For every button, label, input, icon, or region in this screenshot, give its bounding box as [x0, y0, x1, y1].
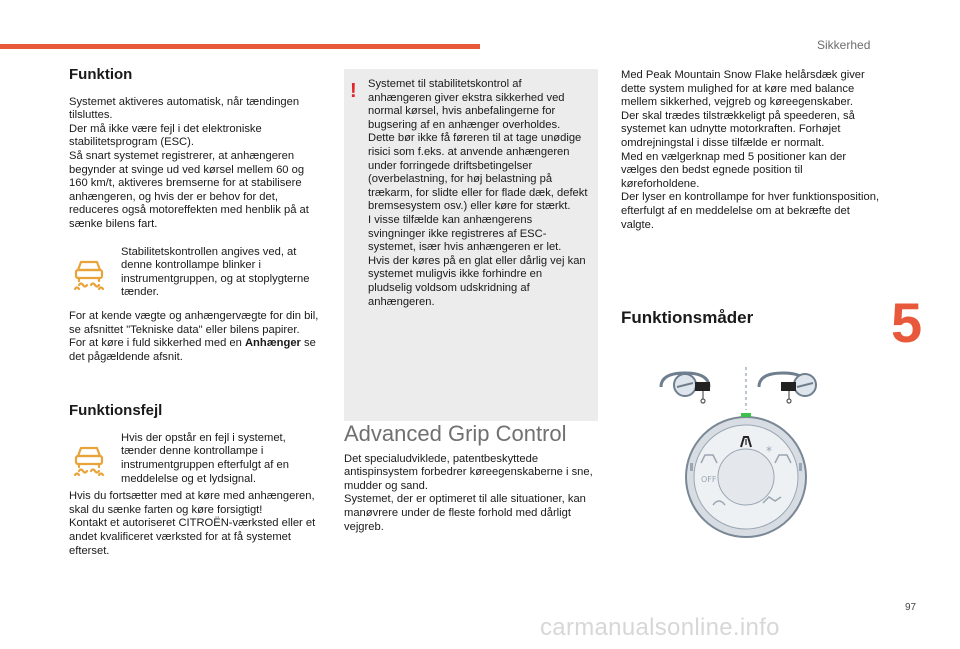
steering-wheel-icon-right	[759, 373, 816, 403]
weights-text-end: se det pågældende afsnit.	[69, 337, 316, 363]
column-2-lower	[344, 421, 594, 534]
weights-paragraph	[69, 310, 323, 364]
warning-text: Systemet til stabilitetskontrol af anhængeren giver ekstra sikkerhed ved normal kørsel, hvis anbefalingerne for bugsering af en anhænger overholdes. Dette bør ikke få føreren til at tage unødige risici som f.eks. at anvende anhængeren under forringede driftsbetingelser (overbelastning, for høj belastning på trækarm, for slidte eller for flade dæk, defekt bremsesystem osv.) eller køre for stærkt. I visse tilfælde kan anhængerens svingninger ikke registreres af ESC-systemet, især hvis anhængeren er let. Hvis der køres på en glat eller dårlig vej kan systemet muligvis ikke forhindre en pludselig voldsom udskridning af anhængeren.	[368, 78, 588, 308]
selector-dial-icon	[686, 413, 806, 537]
agc-details-paragraph: Med Peak Mountain Snow Flake helårsdæk giver dette system mulighed for at køre med balance mellem sikkerhed, vejgreb og køreegenskaber. Der skal trædes tilstrækkeligt på speederen, så systemet kan udnytte motorkraften. Forhøjet omdrejningstal i disse tilfælde er normalt. Med en vælgerknap med 5 positioner kan der vælges den bedst egnede position til køreforholdene. Der lyser en kontrollampe for hver funktionsposition, efterfulgt af en meddelelse om at bekræfte det valgte.	[621, 69, 880, 231]
section-title-agc: Advanced Grip Control	[344, 421, 567, 446]
steering-wheel-icon	[661, 373, 710, 403]
fault-paragraph: Hvis du fortsætter med at køre med anhængeren, skal du sænke farten og køre forsigtigt! Kontakt et autoriseret CITROËN-værksted eller et andet kvalificeret værksted for at få systemet efterset.	[69, 490, 316, 557]
warning-exclamation-icon: !	[350, 80, 357, 102]
svg-text:OFF: OFF	[701, 475, 717, 484]
svg-text:*: *	[766, 444, 772, 458]
funktion-paragraph: Systemet aktiveres automatisk, når tændingen tilsluttes. Der må ikke være fejl i det elektroniske stabilitetsprogram (ESC). Så snart systemet registrerer, at anhængeren begynder at svinge ud ved kørsel mellem 60 og 160 km/t, aktiveres bremserne for at stabilisere anhængeren, og hvis der er behov for det, reduceres også motoreffekten med henblik på at sænke bilens fart.	[69, 95, 309, 230]
indicator-note	[69, 246, 323, 300]
section-label: Sikkerhed	[817, 38, 871, 52]
section-title-funktion: Funktion	[69, 66, 133, 83]
selector-illustration	[655, 365, 835, 543]
trailer-link-text: Anhænger	[244, 337, 301, 350]
weights-text: For at kende vægte og anhængervægte for din bil, se afsnittet "Tekniske data" eller bilens papirer. For at køre i fuld sikkerhed med en	[69, 309, 319, 350]
esc-trailer-fault-icon	[69, 432, 121, 486]
column-3	[621, 69, 881, 328]
section-title-funktionsmaader: Funktionsmåder	[621, 308, 754, 328]
fault-indicator-text: Hvis der opstår en fejl i systemet, tænder denne kontrollampe i instrumentgruppen efterfulgt af en meddelelse og et lydsignal.	[121, 431, 289, 485]
accent-bar	[0, 44, 480, 49]
agc-paragraph: Det specialudviklede, patentbeskyttede antispinsystem forbedrer køreegenskaberne i sne, mudder og sand. Systemet, der er optimeret til alle situationer, kan manøvrere under de fleste forhold med dårligt vejgreb.	[344, 452, 593, 533]
chapter-number: 5	[891, 291, 923, 354]
indicator-text: Stabilitetskontrollen angives ved, at denne kontrollampe blinker i instrumentgruppen, og at stoplygterne tænder.	[121, 245, 310, 299]
fault-note	[69, 432, 323, 486]
esc-trailer-lamp-icon	[69, 246, 121, 300]
column-1	[69, 68, 323, 558]
warning-box	[344, 69, 598, 421]
page-number: 97	[905, 602, 917, 613]
watermark: carmanualsonline.info	[540, 614, 780, 641]
section-title-funktionsfejl: Funktionsfejl	[69, 402, 163, 420]
